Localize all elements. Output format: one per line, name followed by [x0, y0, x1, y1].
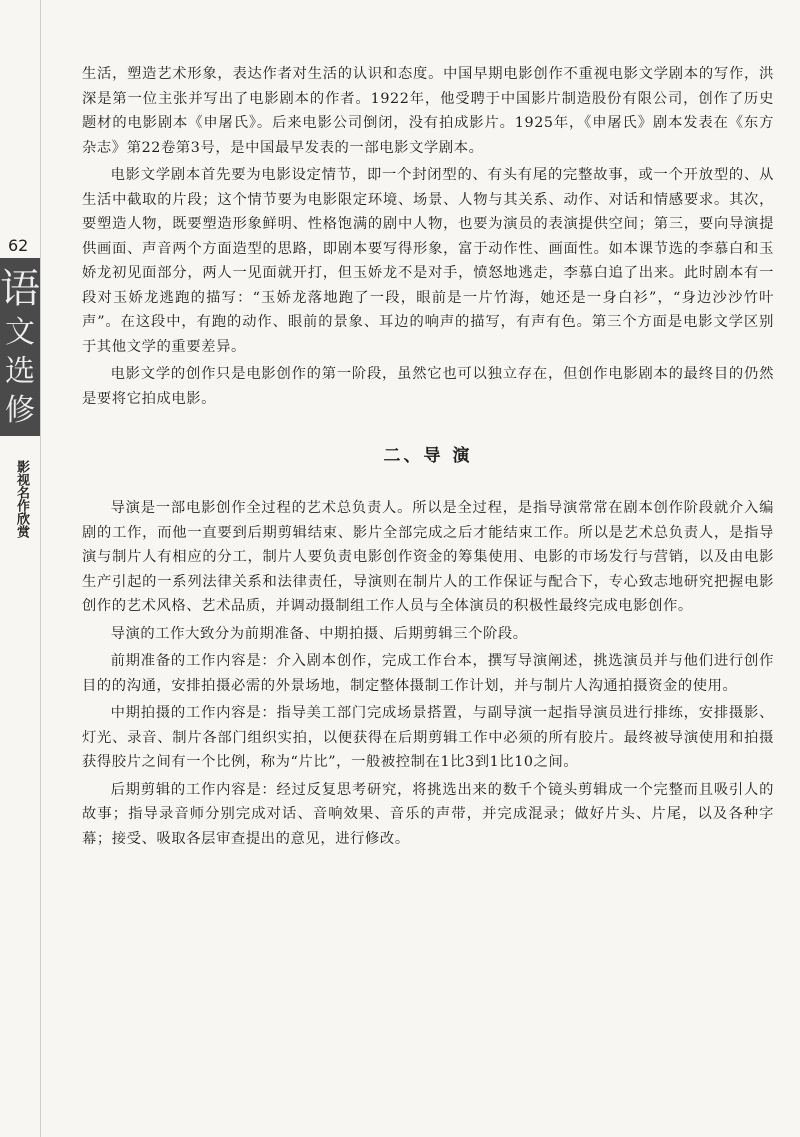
paragraph: 中期拍摄的工作内容是：指导美工部门完成场景搭置，与副导演一起指导演员进行排练，安排摄影、灯光、录音、制片各部门组织实拍，以便获得在后期剪辑工作中必须的所有胶片。最终被导演使用和拍摄获得胶片之间有一个比例，称为“片比”，一般被控制在1比3到1比10之间。	[82, 705, 774, 770]
main-content	[82, 62, 774, 854]
paragraph: 导演的工作大致分为前期准备、中期拍摄、后期剪辑三个阶段。	[110, 625, 528, 642]
side-tab-char: 修	[5, 392, 35, 428]
side-tab-char: 文	[5, 314, 35, 350]
side-tab-char: 语	[0, 265, 40, 312]
paragraph: 生活，塑造艺术形象，表达作者对生活的认识和态度。中国早期电影创作不重视电影文学剧本的写作，洪深是第一位主张并写出了电影剧本的作者。1922年，他受聘于中国影片制造股份有限公司，创作了历史题材的电影剧本《申屠氏》。后来电影公司倒闭，没有拍成影片。1925年，《申屠氏》剧本发表在《东方杂志》第22卷第3号，是中国最早发表的一部电影文学剧本。	[82, 66, 774, 156]
side-tab-char: 选	[5, 353, 35, 389]
paragraph: 电影文学的创作只是电影创作的第一阶段，虽然它也可以独立存在，但创作电影剧本的最终目的仍然是要将它拍成电影。	[82, 366, 774, 407]
side-tab	[0, 258, 40, 436]
paragraph: 前期准备的工作内容是：介入剧本创作，完成工作台本，撰写导演阐述，挑选演员并与他们进行创作目的的沟通，安排拍摄必需的外景场地，制定整体摄制工作计划，并与制片人沟通拍摄资金的使用。	[82, 653, 774, 694]
side-subtitle: 影视名作欣赏	[14, 460, 29, 538]
paragraph: 电影文学剧本首先要为电影设定情节，即一个封闭型的、有头有尾的完整故事，或一个开放型的、从生活中截取的片段；这个情节要为电影限定环境、场景、人物与其关系、动作、对话和情感要求。其次，要塑造人物，既要塑造形象鲜明、性格饱满的剧中人物，也要为演员的表演提供空间；第三，要向导演提供画面、声音两个方面造型的思路，即剧本要写得形象，富于动作性、画面性。如本课节选的李慕白和玉娇龙初见面部分，两人一见面就开打，但玉娇龙不是对手，愤怒地逃走，李慕白追了出来。此时剧本有一段对玉娇龙逃跑的描写：“玉娇龙落地跑了一段，眼前是一片竹海，她还是一身白衫”，“身边沙沙竹叶声”。在这段中，有跑的动作、眼前的景象、耳边的响声的描写，有声有色。第三个方面是电影文学区别于其他文学的重要差异。	[82, 167, 774, 355]
paragraph: 导演是一部电影创作全过程的艺术总负责人。所以是全过程，是指导演常常在剧本创作阶段就介入编剧的工作，而他一直要到后期剪辑结束、影片全部完成之后才能结束工作。所以是艺术总负责人，是指导演与制片人有相应的分工，制片人要负责电影创作资金的筹集使用、电影的市场发行与营销，以及由电影生产引起的一系列法律关系和法律责任，导演则在制片人的工作保证与配合下，专心致志地研究把握电影创作的艺术风格、艺术品质，并调动摄制组工作人员与全体演员的积极性最终完成电影创作。	[82, 500, 774, 614]
page-edge-line	[40, 0, 41, 1137]
paragraph: 后期剪辑的工作内容是：经过反复思考研究，将挑选出来的数千个镜头剪辑成一个完整而且吸引人的故事；指导录音师分别完成对话、音响效果、音乐的声带，并完成混录；做好片头、片尾，以及各种字幕；接受、吸取各层审查提出的意见，进行修改。	[82, 781, 774, 847]
page-number: 62	[8, 236, 29, 255]
section-heading: 二、导 演	[383, 446, 473, 466]
